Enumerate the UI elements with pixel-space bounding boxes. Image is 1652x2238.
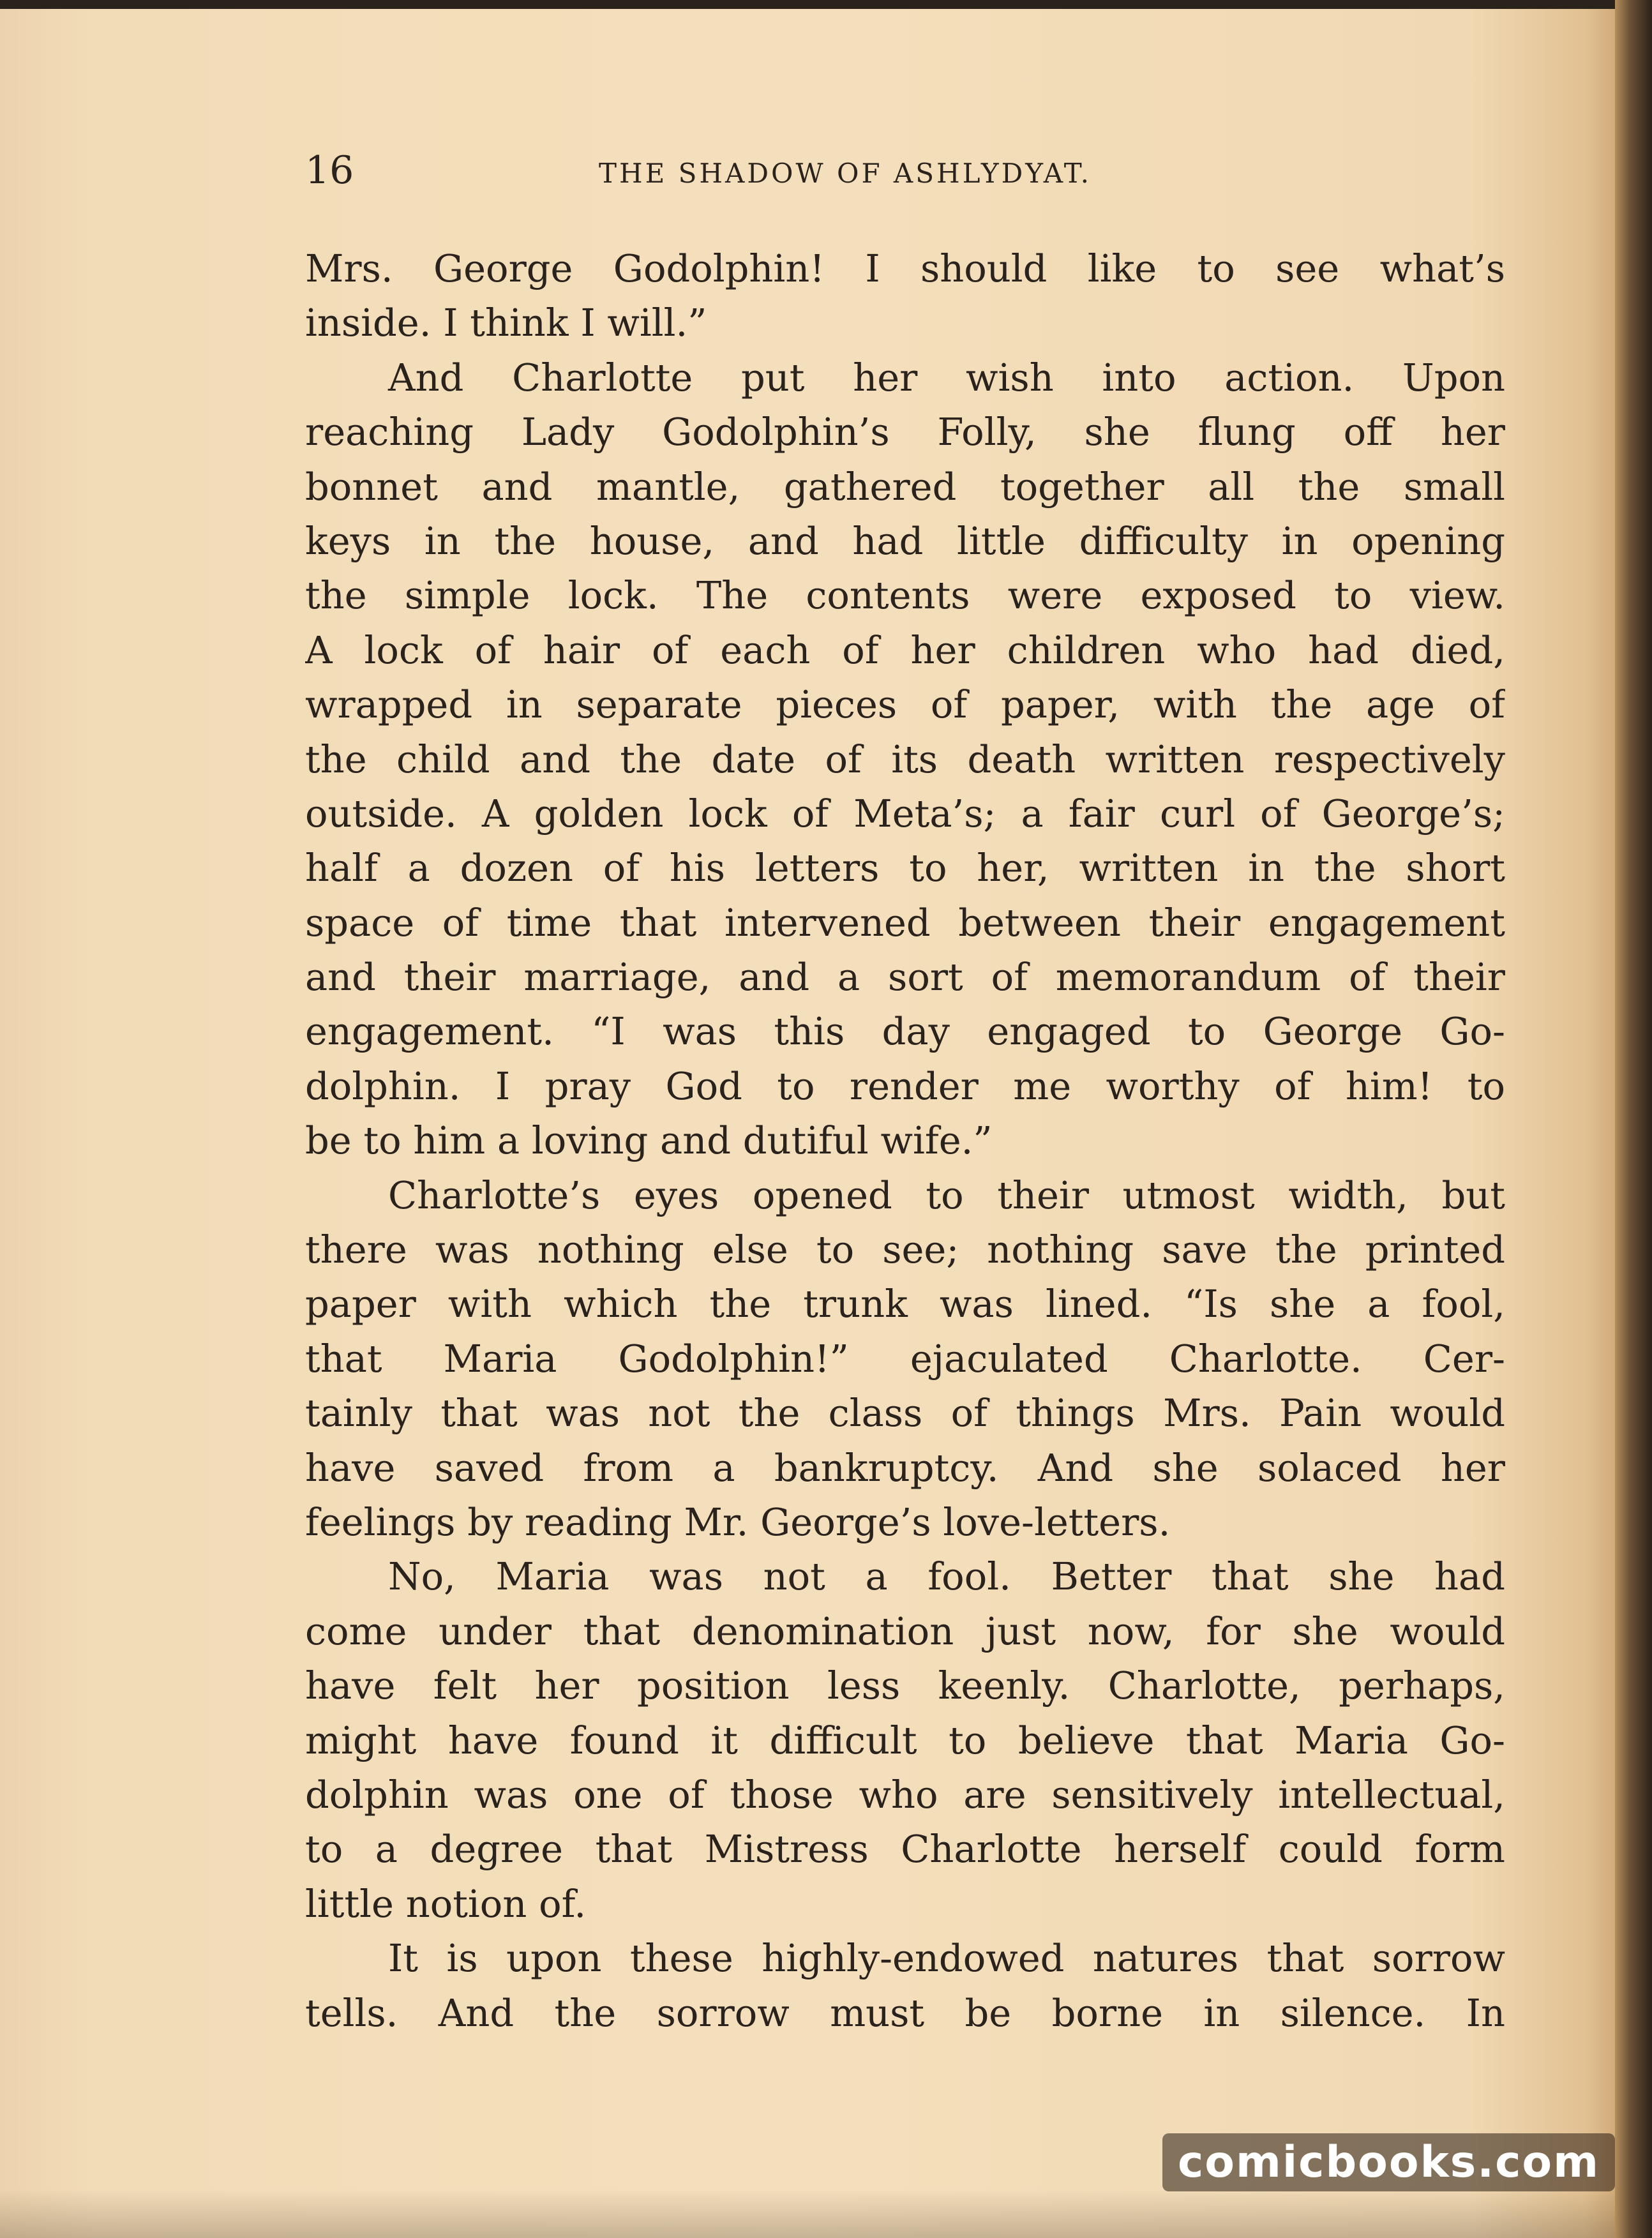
running-title: THE SHADOW OF ASHLYDYAT. <box>599 158 1092 189</box>
text-line: have saved from a bankruptcy. And she solaced her <box>305 1445 1505 1490</box>
text-line: feelings by reading Mr. George’s love-letters. <box>305 1499 1171 1544</box>
text-line: wrapped in separate pieces of paper, with the age of <box>305 682 1505 727</box>
text-line: No, Maria was not a fool. Better that she had <box>388 1554 1505 1599</box>
text-line: reaching Lady Godolphin’s Folly, she flung off her <box>305 410 1505 454</box>
text-line: little notion of. <box>305 1881 587 1926</box>
text-line: there was nothing else to see; nothing save the printed <box>305 1228 1505 1272</box>
text-line: the child and the date of its death written respectively <box>305 737 1505 781</box>
text-line: that Maria Godolphin!” ejaculated Charlotte. Cer- <box>305 1336 1505 1381</box>
text-line: A lock of hair of each of her children who had died, <box>305 627 1505 672</box>
bottom-edge-shade <box>0 2189 1634 2238</box>
text-line: bonnet and mantle, gathered together all the small <box>305 464 1505 509</box>
text-line: have felt her position less keenly. Charlotte, perhaps, <box>305 1663 1505 1708</box>
text-line: might have found it difficult to believe that Maria Go- <box>305 1718 1505 1762</box>
text-line: dolphin. I pray God to render me worthy of him! to <box>305 1063 1505 1108</box>
page-header <box>305 142 1505 199</box>
text-line: Charlotte’s eyes opened to their utmost width, but <box>388 1173 1505 1217</box>
text-line: the simple lock. The contents were exposed to view. <box>305 573 1505 618</box>
watermark: comicbooks.com <box>1162 2133 1615 2191</box>
text-line: be to him a loving and dutiful wife.” <box>305 1118 993 1163</box>
text-line: tainly that was not the class of things Mrs. Pain would <box>305 1391 1505 1436</box>
text-line: tells. And the sorrow must be borne in silence. In <box>305 1990 1505 2035</box>
text-line: Mrs. George Godolphin! I should like to see what’s <box>305 246 1505 290</box>
text-line: inside. I think I will.” <box>305 301 707 345</box>
text-line: engagement. “I was this day engaged to George Go- <box>305 1009 1505 1054</box>
book-spine-edge <box>1615 0 1652 2238</box>
text-line: to a degree that Mistress Charlotte herself could form <box>305 1827 1505 1872</box>
page-number: 16 <box>305 148 354 193</box>
text-line: paper with which the trunk was lined. “Is she a fool, <box>305 1282 1505 1326</box>
text-line: half a dozen of his letters to her, written in the short <box>305 846 1505 890</box>
text-line: keys in the house, and had little difficulty in opening <box>305 518 1505 563</box>
body-text <box>305 241 1505 2040</box>
top-edge-shadow <box>0 0 1634 9</box>
text-line: dolphin was one of those who are sensitively intellectual, <box>305 1772 1505 1817</box>
text-line: outside. A golden lock of Meta’s; a fair curl of George’s; <box>305 791 1505 836</box>
text-line: It is upon these highly-endowed natures that sorrow <box>388 1936 1505 1981</box>
text-line: And Charlotte put her wish into action. Upon <box>388 355 1505 400</box>
text-line: come under that denomination just now, for she would <box>305 1609 1505 1653</box>
text-line: and their marriage, and a sort of memorandum of their <box>305 955 1505 1000</box>
text-line: space of time that intervened between their engagement <box>305 900 1505 945</box>
